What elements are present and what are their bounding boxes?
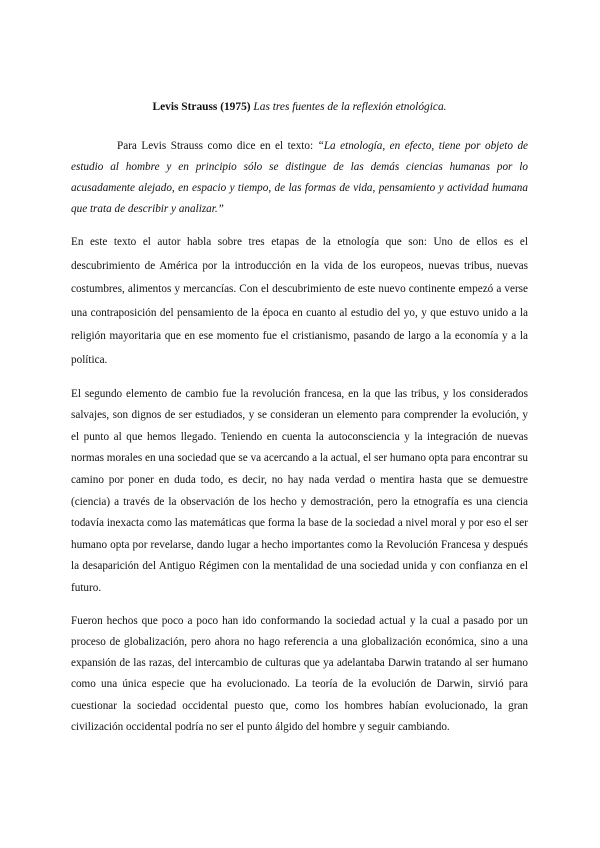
document-title [71, 98, 528, 116]
intro-paragraph [71, 136, 528, 220]
paragraph-2: El segundo elemento de cambio fue la revolución francesa, en la que las tribus, y los considerados salvajes, son dignos de ser estudiados, y se consideran un elemento para comprender la evolución, y el punto al que hemos llegado. Teniendo en cuenta la autoconsciencia y la integración de nuevas normas morales en una sociedad que se va acercando a la actual, el ser humano opta para encontrar su camino por poner en duda todo, es decir, no hay nada verdad o mentira hasta que se demuestre (ciencia) a través de la observación de los hecho y demostración, pero la etnografía es una ciencia todavía inexacta como las matemáticas que forma la base de la sociedad a nivel moral y por eso el ser humano opta por revelarse, dando lugar a hecho importantes como la Revolución Francesa y después la desaparición del Antiguo Régimen con la mentalidad de una sociedad unida y con confianza en el futuro. [71, 387, 528, 594]
title-work: Las tres fuentes de la reflexión etnológica. [253, 101, 447, 113]
paragraph-3: Fueron hechos que poco a poco han ido conformando la sociedad actual y la cual a pasado por un proceso de globalización, pero ahora no hago referencia a una globalización económica, sino a una expansión de las razas, del intercambio de culturas que ya adelantaba Darwin tratando al ser humano como una única especie que ha evolucionado. La teoría de la evolución de Darwin, sirvió para cuestionar la sociedad occidental puesto que, como los hombres habían evolucionado, la gran civilización occidental podría no ser el punto álgido del hombre y seguir cambiando. [71, 614, 528, 733]
intro-quote: “La etnología, en efecto, tiene por objeto de estudio al hombre y en principio sólo se distingue de las demás ciencias humanas por lo acusadamente alejado, en espacio y tiempo, de las formas de vida, pensamiento y actividad humana que trata de describir y analizar.” [71, 140, 528, 215]
title-author-year: Levis Strauss (1975) [152, 101, 251, 113]
paragraph-1: En este texto el autor habla sobre tres etapas de la etnología que son: Uno de ellos es el descubrimiento de América por la introducción en la vida de los europeos, nuevas tribus, nuevas costumbres, alimentos y mercancías. Con el descubrimiento de este nuevo continente empezó a verse una contraposición del pensamiento de la época en cuanto al estudio del yo, y que estuvo unido a la religión mayoritaria que en ese momento fue el cristianismo, pasando de largo a la economía y a la política. [71, 236, 528, 366]
intro-lead: Para Levis Strauss como dice en el texto: [117, 140, 318, 152]
